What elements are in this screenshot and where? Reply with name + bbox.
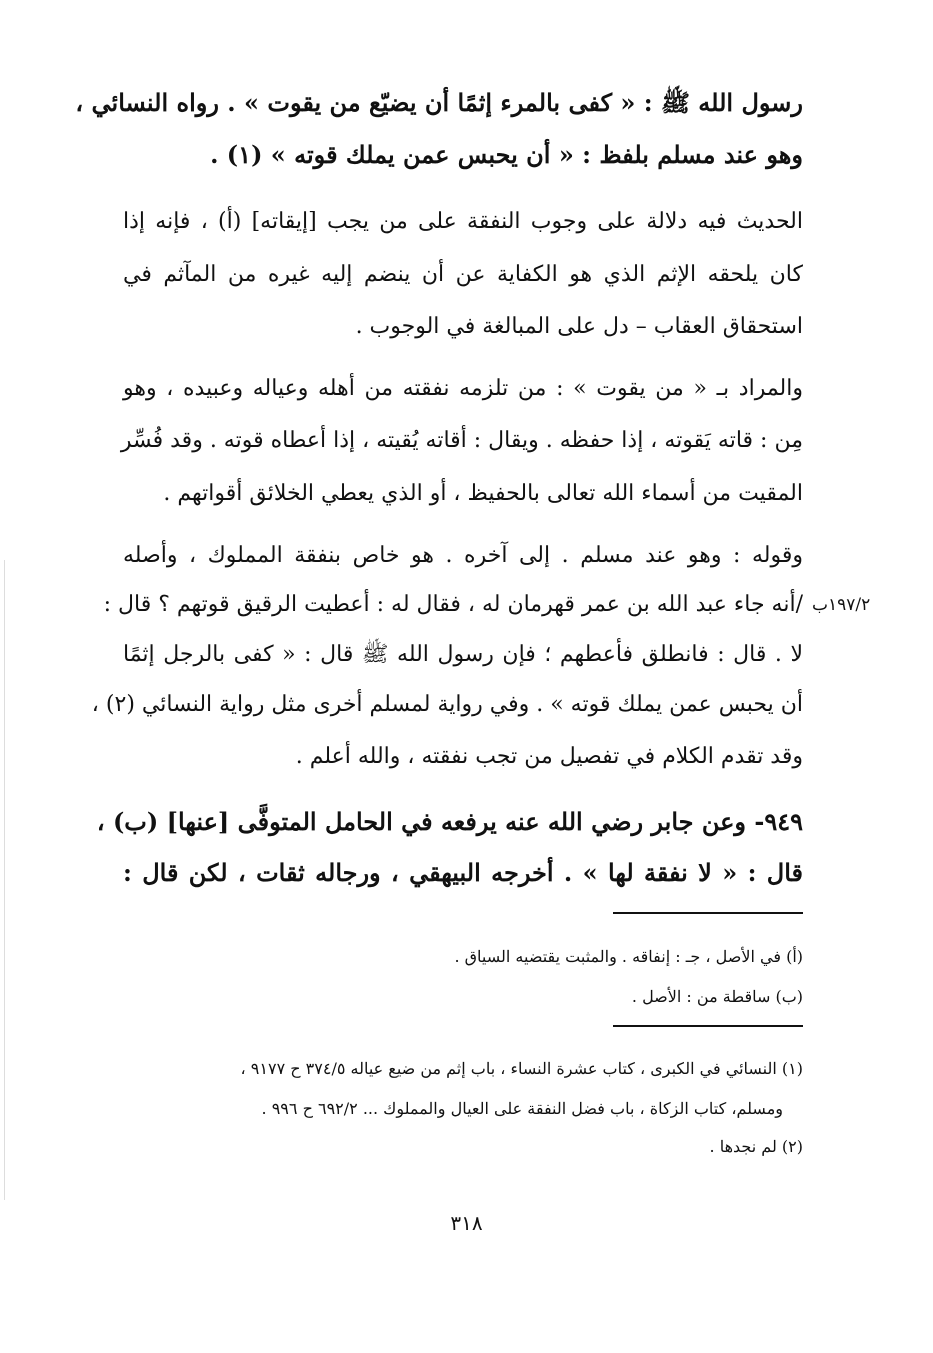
commentary-line: المقيت من أسماء الله تعالى بالحفيظ ، أو الذي يعطي الخلائق أقواتهم . [163,481,803,506]
notes-separator [613,912,803,914]
page-number: ٣١٨ [450,1211,483,1235]
footnote: ومسلم، كتاب الزكاة ، باب فضل النفقة على العيال والمملوك ... ٦٩٢/٢ ح ٩٩٦ . [261,1099,783,1118]
commentary-line: استحقاق العقاب – دل على المبالغة في الوجوب . [355,314,803,339]
commentary-line: والمراد بـ « من يقوت » : من تلزمه نفقته من أهله وعياله وعبيده ، وهو [123,376,803,401]
commentary-line: أن يحبس عمن يملك قوته » . وفي رواية لمسلم أخرى مثل رواية النسائي (٢) ، [91,692,803,717]
hadith-949-line-2: قال : « لا نفقة لها » . أخرجه البيهقي ، ورجاله ثقات ، لكن قال : [123,858,803,887]
commentary-line: وقوله : وهو عند مسلم . إلى آخره . هو خاص بنفقة المملوك ، وأصله [123,543,803,568]
commentary-line: وقد تقدم الكلام في تفصيل من تجب نفقته ، والله أعلم . [295,744,803,769]
footnote: (٢) لم نجدها . [709,1137,803,1156]
hadith-text-line-1: رسول الله ﷺ : « كفى بالمرء إثمًا أن يضيّع من يقوت » . رواه النسائي ، [75,88,803,117]
commentary-line: مِن : قاته يَقوته ، إذا حفظه . ويقال : أقاته يُقيته ، إذا أعطاه قوته . وقد فُسِّر [120,428,803,453]
editor-note: (ب) ساقطة من : الأصل . [631,987,803,1006]
footnotes-separator [613,1025,803,1027]
commentary-line: /أنه جاء عبد الله بن عمر قهرمان له ، فقال له : أعطيت الرقيق قوتهم ؟ قال : [103,592,803,617]
hadith-949-line-1: ٩٤٩- وعن جابر رضي الله عنه يرفعه في الحامل المتوفَّى [عنها] (ب) ، [96,807,803,836]
page-edge-line [4,560,5,1200]
hadith-text-line-2: وهو عند مسلم بلفظ : « أن يحبس عمن يملك قوته » (١) . [210,140,803,169]
commentary-line: كان يلحقه الإثم الذي هو الكفاية عن أن ينضم إليه غيره من المآثم في [123,262,803,287]
commentary-line: الحديث فيه دلالة على وجوب النفقة على من يجب [إيقاته] (أ) ، فإنه إذا [123,209,803,234]
commentary-line: لا . قال : فانطلق فأعطهم ؛ فإن رسول الله ﷺ قال : « كفى بالرجل إثمًا [123,642,803,667]
margin-folio-reference: ١٩٧/٢ب [812,595,871,615]
editor-note: (أ) في الأصل ، جـ : إنفاقه . والمثبت يقتضيه السياق . [454,947,803,966]
footnote: (١) النسائي في الكبرى ، كتاب عشرة النساء ، باب إثم من ضيع عياله ٣٧٤/٥ ح ٩١٧٧ ، [240,1059,803,1078]
